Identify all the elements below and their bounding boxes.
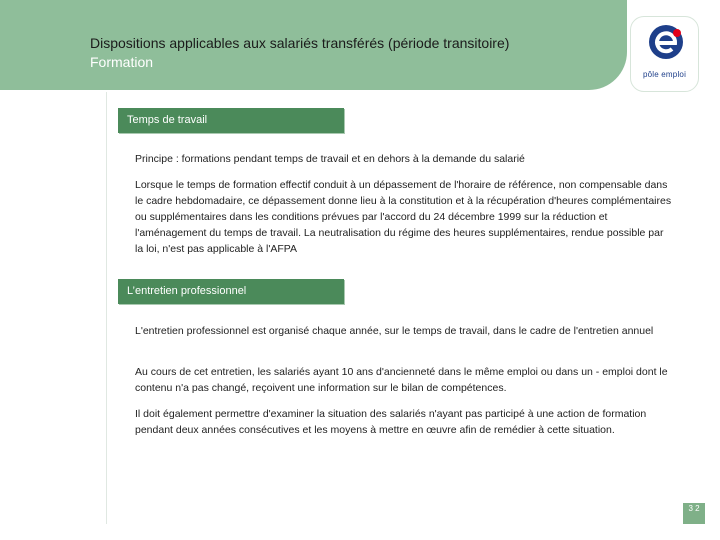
paragraph: Principe : formations pendant temps de travail et en dehors à la demande du salarié bbox=[135, 153, 525, 165]
pole-emploi-logo bbox=[630, 16, 699, 92]
logo-text: pôle emploi bbox=[642, 70, 687, 79]
paragraph: Au cours de cet entretien, les salariés ayant 10 ans d'ancienneté dans le même emploi ou dans un - emploi dont le contenu n'a pas changé, reçoivent une information sur le bilan de compétences. bbox=[135, 366, 668, 394]
paragraph: L'entretien professionnel est organisé chaque année, sur le temps de travail, dans le cadre de l'entretien annuel bbox=[135, 325, 654, 337]
section-heading-temps-de-travail: Temps de travail bbox=[118, 108, 344, 133]
page-number: 3 2 bbox=[683, 503, 705, 524]
page-title: Dispositions applicables aux salariés transférés (période transitoire) bbox=[90, 35, 510, 51]
vertical-divider bbox=[106, 92, 107, 524]
logo-e-icon bbox=[648, 24, 684, 60]
section-heading-entretien-professionnel: L’entretien professionnel bbox=[118, 279, 344, 304]
paragraph: Lorsque le temps de formation effectif conduit à un dépassement de l'horaire de référence, non compensable dans le cadre hebdomadaire, ce dépassement donne lieu à la constitution et à la récupération d'heures complémentaires ou supplémentaires dans les conditions prévues par l'accord du 24 décembre 1999 sur la réduction et l'aménagement du temps de travail. La neutralisation du régime des heures supplémentaires, rendue possible par la loi, n'est pas applicable à l'AFPA bbox=[135, 179, 672, 255]
header-banner bbox=[0, 0, 627, 90]
paragraph: Il doit également permettre d'examiner la situation des salariés n'ayant pas participé à une action de formation pendant deux années consécutives et les moyens à mettre en œuvre afin de remédier à cette situation. bbox=[135, 408, 647, 436]
page-subtitle: Formation bbox=[90, 54, 154, 70]
